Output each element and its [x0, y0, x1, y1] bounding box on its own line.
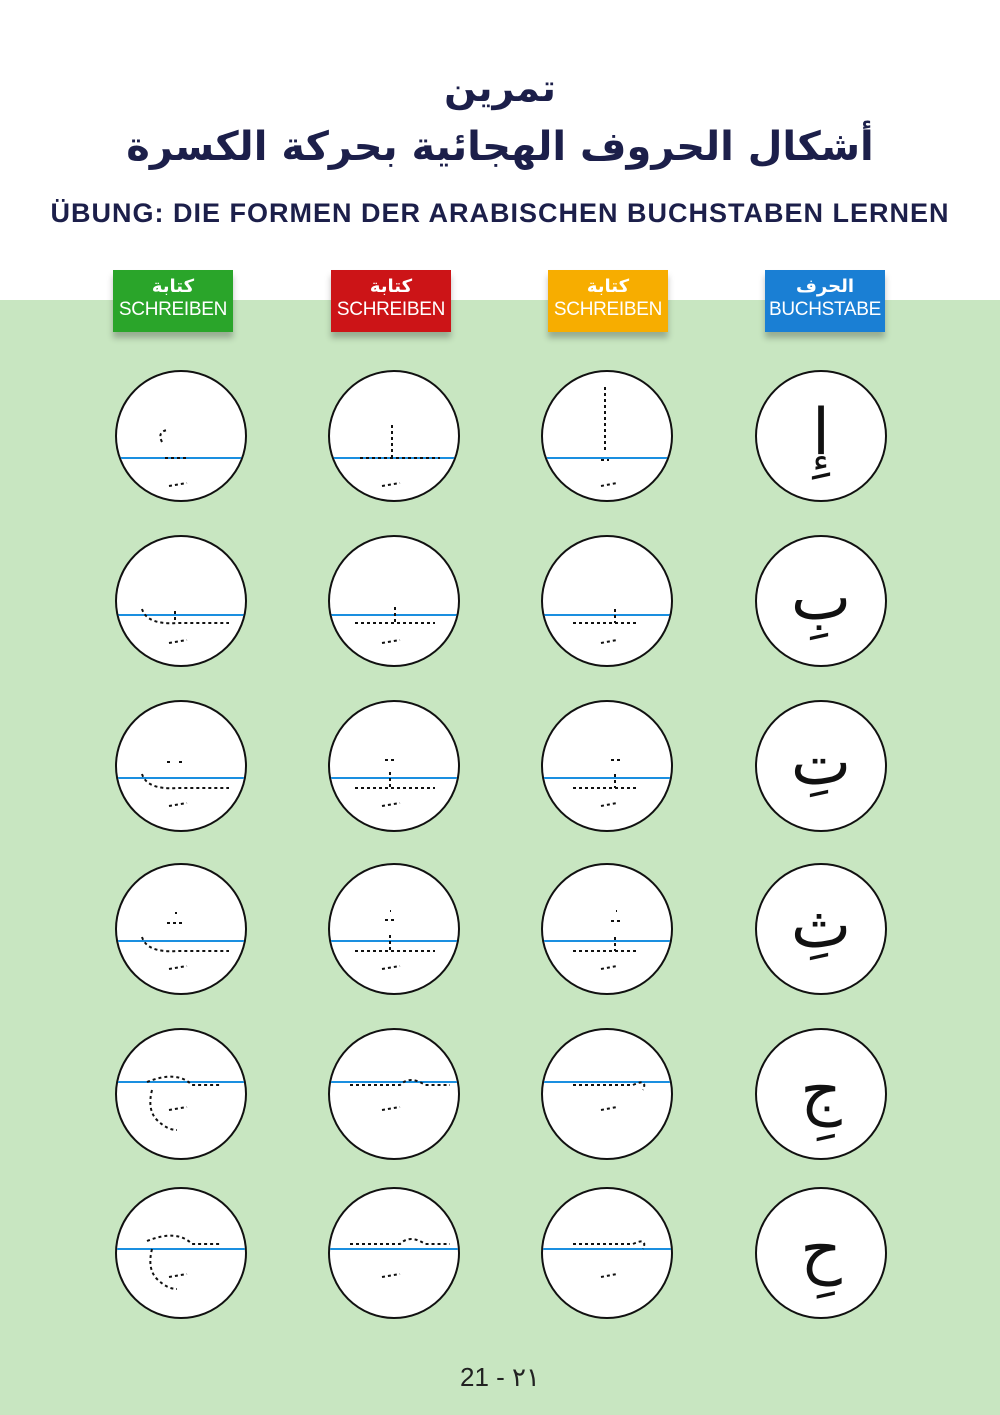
- letter-circle: [755, 700, 887, 832]
- tracing-circle[interactable]: [328, 370, 460, 502]
- tracing-circle[interactable]: [328, 1187, 460, 1319]
- header-letter-blue: [765, 270, 885, 332]
- dotted-kasra-mark: [169, 640, 187, 643]
- tracing-guide: [330, 702, 458, 830]
- tracing-guide: [543, 537, 671, 665]
- dotted-letter-path: [142, 609, 229, 623]
- arabic-letter: جِ: [800, 1054, 842, 1128]
- dotted-kasra-mark: [169, 1107, 187, 1110]
- tracing-circle[interactable]: [115, 535, 247, 667]
- page-subtitle-arabic: أشكال الحروف الهجائية بحركة الكسرة: [126, 124, 874, 170]
- tracing-circle[interactable]: [115, 863, 247, 995]
- tracing-guide: [117, 865, 245, 993]
- tracing-guide: [330, 1030, 458, 1158]
- header-write-red: [331, 270, 451, 332]
- tracing-circle[interactable]: [328, 535, 460, 667]
- dotted-kasra-mark: [169, 483, 187, 486]
- header-label-arabic: الحرف: [795, 276, 854, 297]
- dotted-letter-path: [573, 1241, 644, 1249]
- tracing-circle[interactable]: [541, 700, 673, 832]
- arabic-letter: ثِ: [790, 889, 852, 963]
- dotted-kasra-mark: [169, 803, 187, 806]
- header-label-german: BUCHSTABE: [768, 299, 882, 320]
- dotted-kasra-mark: [601, 1107, 617, 1110]
- dotted-kasra-mark: [601, 483, 617, 486]
- dotted-letter-path: [360, 422, 440, 458]
- tracing-guide: [330, 537, 458, 665]
- tracing-circle[interactable]: [115, 1187, 247, 1319]
- page-number: 21 - ٢١: [460, 1362, 540, 1392]
- tracing-guide: [117, 702, 245, 830]
- dotted-letter-path: [573, 911, 638, 951]
- tracing-guide: [543, 1030, 671, 1158]
- dotted-kasra-mark: [382, 1274, 400, 1277]
- header-label-arabic: كتابة: [586, 276, 630, 297]
- header-label-german: SCHREIBEN: [118, 299, 228, 320]
- dotted-kasra-mark: [382, 1107, 400, 1110]
- arabic-letter: إِ: [812, 396, 830, 470]
- tracing-guide: [117, 1030, 245, 1158]
- tracing-circle[interactable]: [115, 700, 247, 832]
- dotted-kasra-mark: [169, 1274, 187, 1277]
- dotted-letter-path: [147, 1236, 222, 1289]
- dotted-letter-path: [573, 1082, 644, 1090]
- dotted-kasra-mark: [601, 966, 617, 969]
- dotted-kasra-mark: [382, 966, 400, 969]
- dotted-letter-path: [601, 387, 609, 460]
- tracing-circle[interactable]: [115, 1028, 247, 1160]
- tracing-circle[interactable]: [328, 1028, 460, 1160]
- tracing-guide: [543, 865, 671, 993]
- header-label-arabic: كتابة: [369, 276, 413, 297]
- letter-circle: [755, 370, 887, 502]
- tracing-guide: [330, 1189, 458, 1317]
- dotted-kasra-mark: [169, 966, 187, 969]
- letter-circle: [755, 535, 887, 667]
- tracing-circle[interactable]: [541, 863, 673, 995]
- dotted-letter-path: [160, 430, 187, 458]
- dotted-letter-path: [355, 760, 435, 788]
- dotted-kasra-mark: [601, 803, 617, 806]
- tracing-circle[interactable]: [541, 1028, 673, 1160]
- header-label-arabic: كتابة: [151, 276, 195, 297]
- dotted-kasra-mark: [601, 1274, 617, 1277]
- tracing-circle[interactable]: [328, 700, 460, 832]
- letter-circle: [755, 1028, 887, 1160]
- tracing-guide: [543, 372, 671, 500]
- page-title-german: ÜBUNG: DIE FORMEN DER ARABISCHEN BUCHSTABEN LERNEN: [50, 198, 950, 228]
- tracing-circle[interactable]: [541, 370, 673, 502]
- dotted-letter-path: [142, 913, 229, 951]
- tracing-guide: [117, 537, 245, 665]
- letter-circle: [755, 863, 887, 995]
- dotted-letter-path: [350, 1239, 450, 1244]
- dotted-kasra-mark: [382, 483, 400, 486]
- header-label-german: SCHREIBEN: [553, 299, 663, 320]
- dotted-letter-path: [142, 762, 229, 788]
- tracing-guide: [330, 865, 458, 993]
- dotted-letter-path: [147, 1077, 222, 1130]
- tracing-guide: [117, 1189, 245, 1317]
- tracing-circle[interactable]: [328, 863, 460, 995]
- header-write-green: [113, 270, 233, 332]
- arabic-letter: تِ: [790, 726, 852, 800]
- dotted-letter-path: [355, 911, 435, 951]
- tracing-guide: [330, 372, 458, 500]
- dotted-letter-path: [573, 760, 638, 788]
- tracing-circle[interactable]: [541, 1187, 673, 1319]
- tracing-circle[interactable]: [115, 370, 247, 502]
- tracing-guide: [543, 702, 671, 830]
- tracing-guide: [543, 1189, 671, 1317]
- dotted-kasra-mark: [382, 803, 400, 806]
- letter-circle: [755, 1187, 887, 1319]
- header-write-orange: [548, 270, 668, 332]
- page-title-arabic: تمرين: [444, 66, 556, 110]
- tracing-circle[interactable]: [541, 535, 673, 667]
- arabic-letter: حِ: [800, 1213, 842, 1287]
- dotted-kasra-mark: [601, 640, 617, 643]
- dotted-kasra-mark: [382, 640, 400, 643]
- arabic-letter: بِ: [790, 561, 852, 635]
- header-label-german: SCHREIBEN: [336, 299, 446, 320]
- tracing-guide: [117, 372, 245, 500]
